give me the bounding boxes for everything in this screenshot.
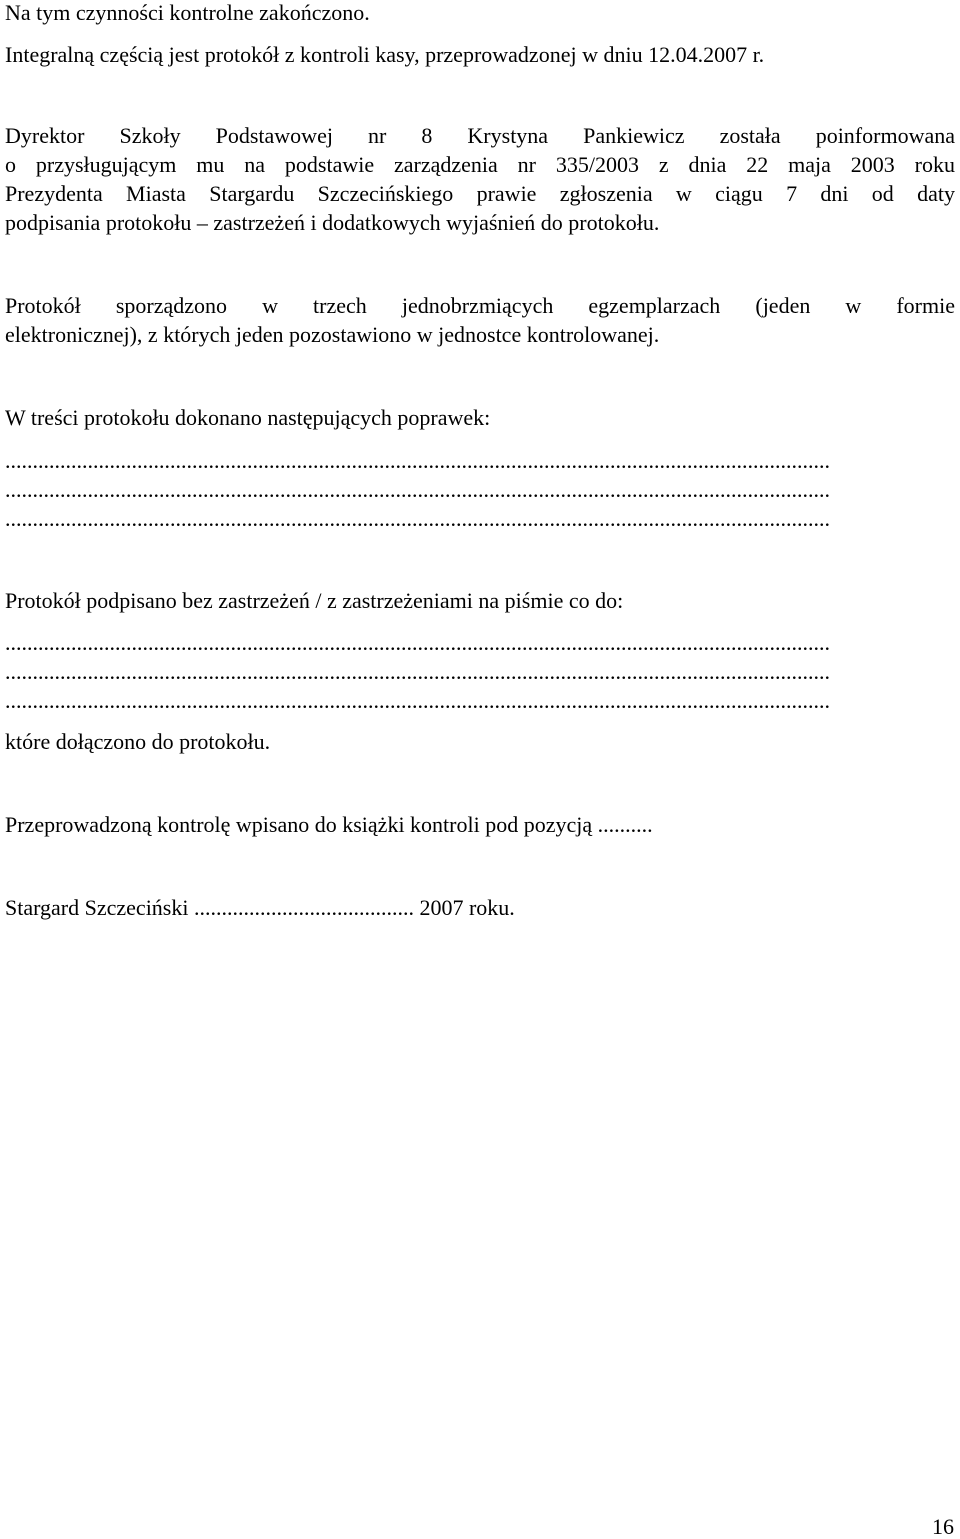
control-book-entry: Przeprowadzoną kontrolę wpisano do książki kontroli pod pozycją ..........	[5, 812, 653, 837]
paragraph-1-line-2: o przysługującym mu na podstawie zarządzenia nr 335/2003 z dnia 22 maja 2003 roku	[5, 152, 955, 177]
paragraph-1-line-4: podpisania protokołu – zastrzeżeń i dodatkowych wyjaśnień do protokołu.	[5, 210, 660, 235]
signature-dotted-line: ......................................................................................................................................................	[5, 690, 830, 712]
attachment-statement: Integralną częścią jest protokół z kontroli kasy, przeprowadzonej w dniu 12.04.2007 r.	[5, 42, 765, 67]
place-and-date: Stargard Szczeciński ........................................ 2007 roku.	[5, 895, 515, 920]
paragraph-2-line-1: Protokół sporządzono w trzech jednobrzmiących egzemplarzach (jeden w formie	[5, 293, 955, 318]
corrections-dotted-line: ......................................................................................................................................................	[5, 479, 830, 501]
corrections-label: W treści protokołu dokonano następujących poprawek:	[5, 405, 491, 430]
page-number: 16	[932, 1514, 954, 1539]
closing-statement: Na tym czynności kontrolne zakończono.	[5, 0, 370, 25]
signature-dotted-line: ......................................................................................................................................................	[5, 632, 830, 654]
paragraph-2-line-2: elektronicznej), z których jeden pozostawiono w jednostce kontrolowanej.	[5, 322, 660, 347]
attached-statement: które dołączono do protokołu.	[5, 729, 271, 754]
corrections-dotted-line: ......................................................................................................................................................	[5, 508, 830, 530]
paragraph-1-line-3: Prezydenta Miasta Stargardu Szczecińskiego prawie zgłoszenia w ciągu 7 dni od daty	[5, 181, 955, 206]
corrections-dotted-line: ......................................................................................................................................................	[5, 450, 830, 472]
signature-label: Protokół podpisano bez zastrzeżeń / z zastrzeżeniami na piśmie co do:	[5, 588, 624, 613]
signature-dotted-line: ......................................................................................................................................................	[5, 661, 830, 683]
paragraph-1-line-1: Dyrektor Szkoły Podstawowej nr 8 Krystyna Pankiewicz została poinformowana	[5, 123, 955, 148]
